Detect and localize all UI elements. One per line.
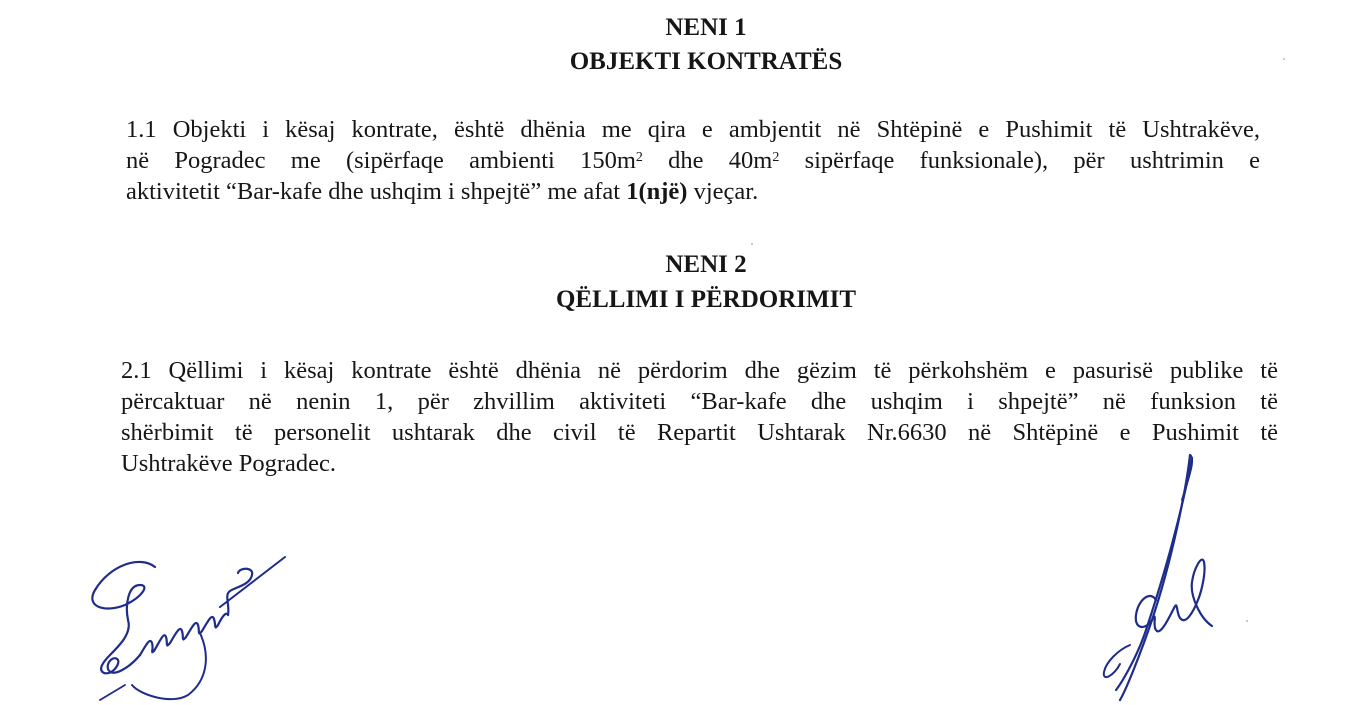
article-1-line-3-part-a: aktivitetit “Bar-kafe dhe ushqim i shpejtë” me afat <box>126 178 627 205</box>
article-2-line-2: përcaktuar në nenin 1, për zhvillim aktiviteti “Bar-kafe dhe ushqim i shpejtë” në funksion të <box>121 388 1278 415</box>
article-1-number: NENI 1 <box>665 14 747 41</box>
article-1-line-3-part-b: vjeçar. <box>687 178 759 205</box>
article-1-paragraph <box>126 114 1260 207</box>
article-1-line-2-part-a: në Pogradec me (sipërfaqe ambienti 150m <box>126 147 636 174</box>
article-1-line-3 <box>126 176 1260 207</box>
speck <box>751 243 753 245</box>
term-duration: 1(një) <box>626 178 688 205</box>
article-1-line-1: 1.1 Objekti i kësaj kontrate, është dhënia me qira e ambjentit në Shtëpinë e Pushimit të Ushtrakëve, <box>126 116 1260 143</box>
signature-left <box>80 545 300 705</box>
article-2-line-3: shërbimit të personelit ushtarak dhe civil të Repartit Ushtarak Nr.6630 në Shtëpinë e Pushimit të <box>121 419 1278 446</box>
article-2-number: NENI 2 <box>665 251 747 278</box>
article-2-line-4: Ushtrakëve Pogradec. <box>121 450 336 477</box>
superscript-2: 2 <box>635 149 643 165</box>
article-1-line-2-part-b: dhe 40m <box>642 147 773 174</box>
article-1-line-2-part-c: sipërfaqe funksionale), për ushtrimin e <box>779 147 1260 174</box>
speck <box>1246 620 1248 622</box>
speck <box>1283 58 1285 60</box>
article-1-title: OBJEKTI KONTRATËS <box>569 48 843 75</box>
article-2-line-1: 2.1 Qëllimi i kësaj kontrate është dhënia në përdorim dhe gëzim të përkohshëm e pasurisë publike të <box>121 357 1278 384</box>
article-1-line-2 <box>126 145 1260 176</box>
superscript-2: 2 <box>772 149 780 165</box>
signature-right <box>1090 450 1230 705</box>
article-2-title: QËLLIMI I PËRDORIMIT <box>555 286 857 313</box>
